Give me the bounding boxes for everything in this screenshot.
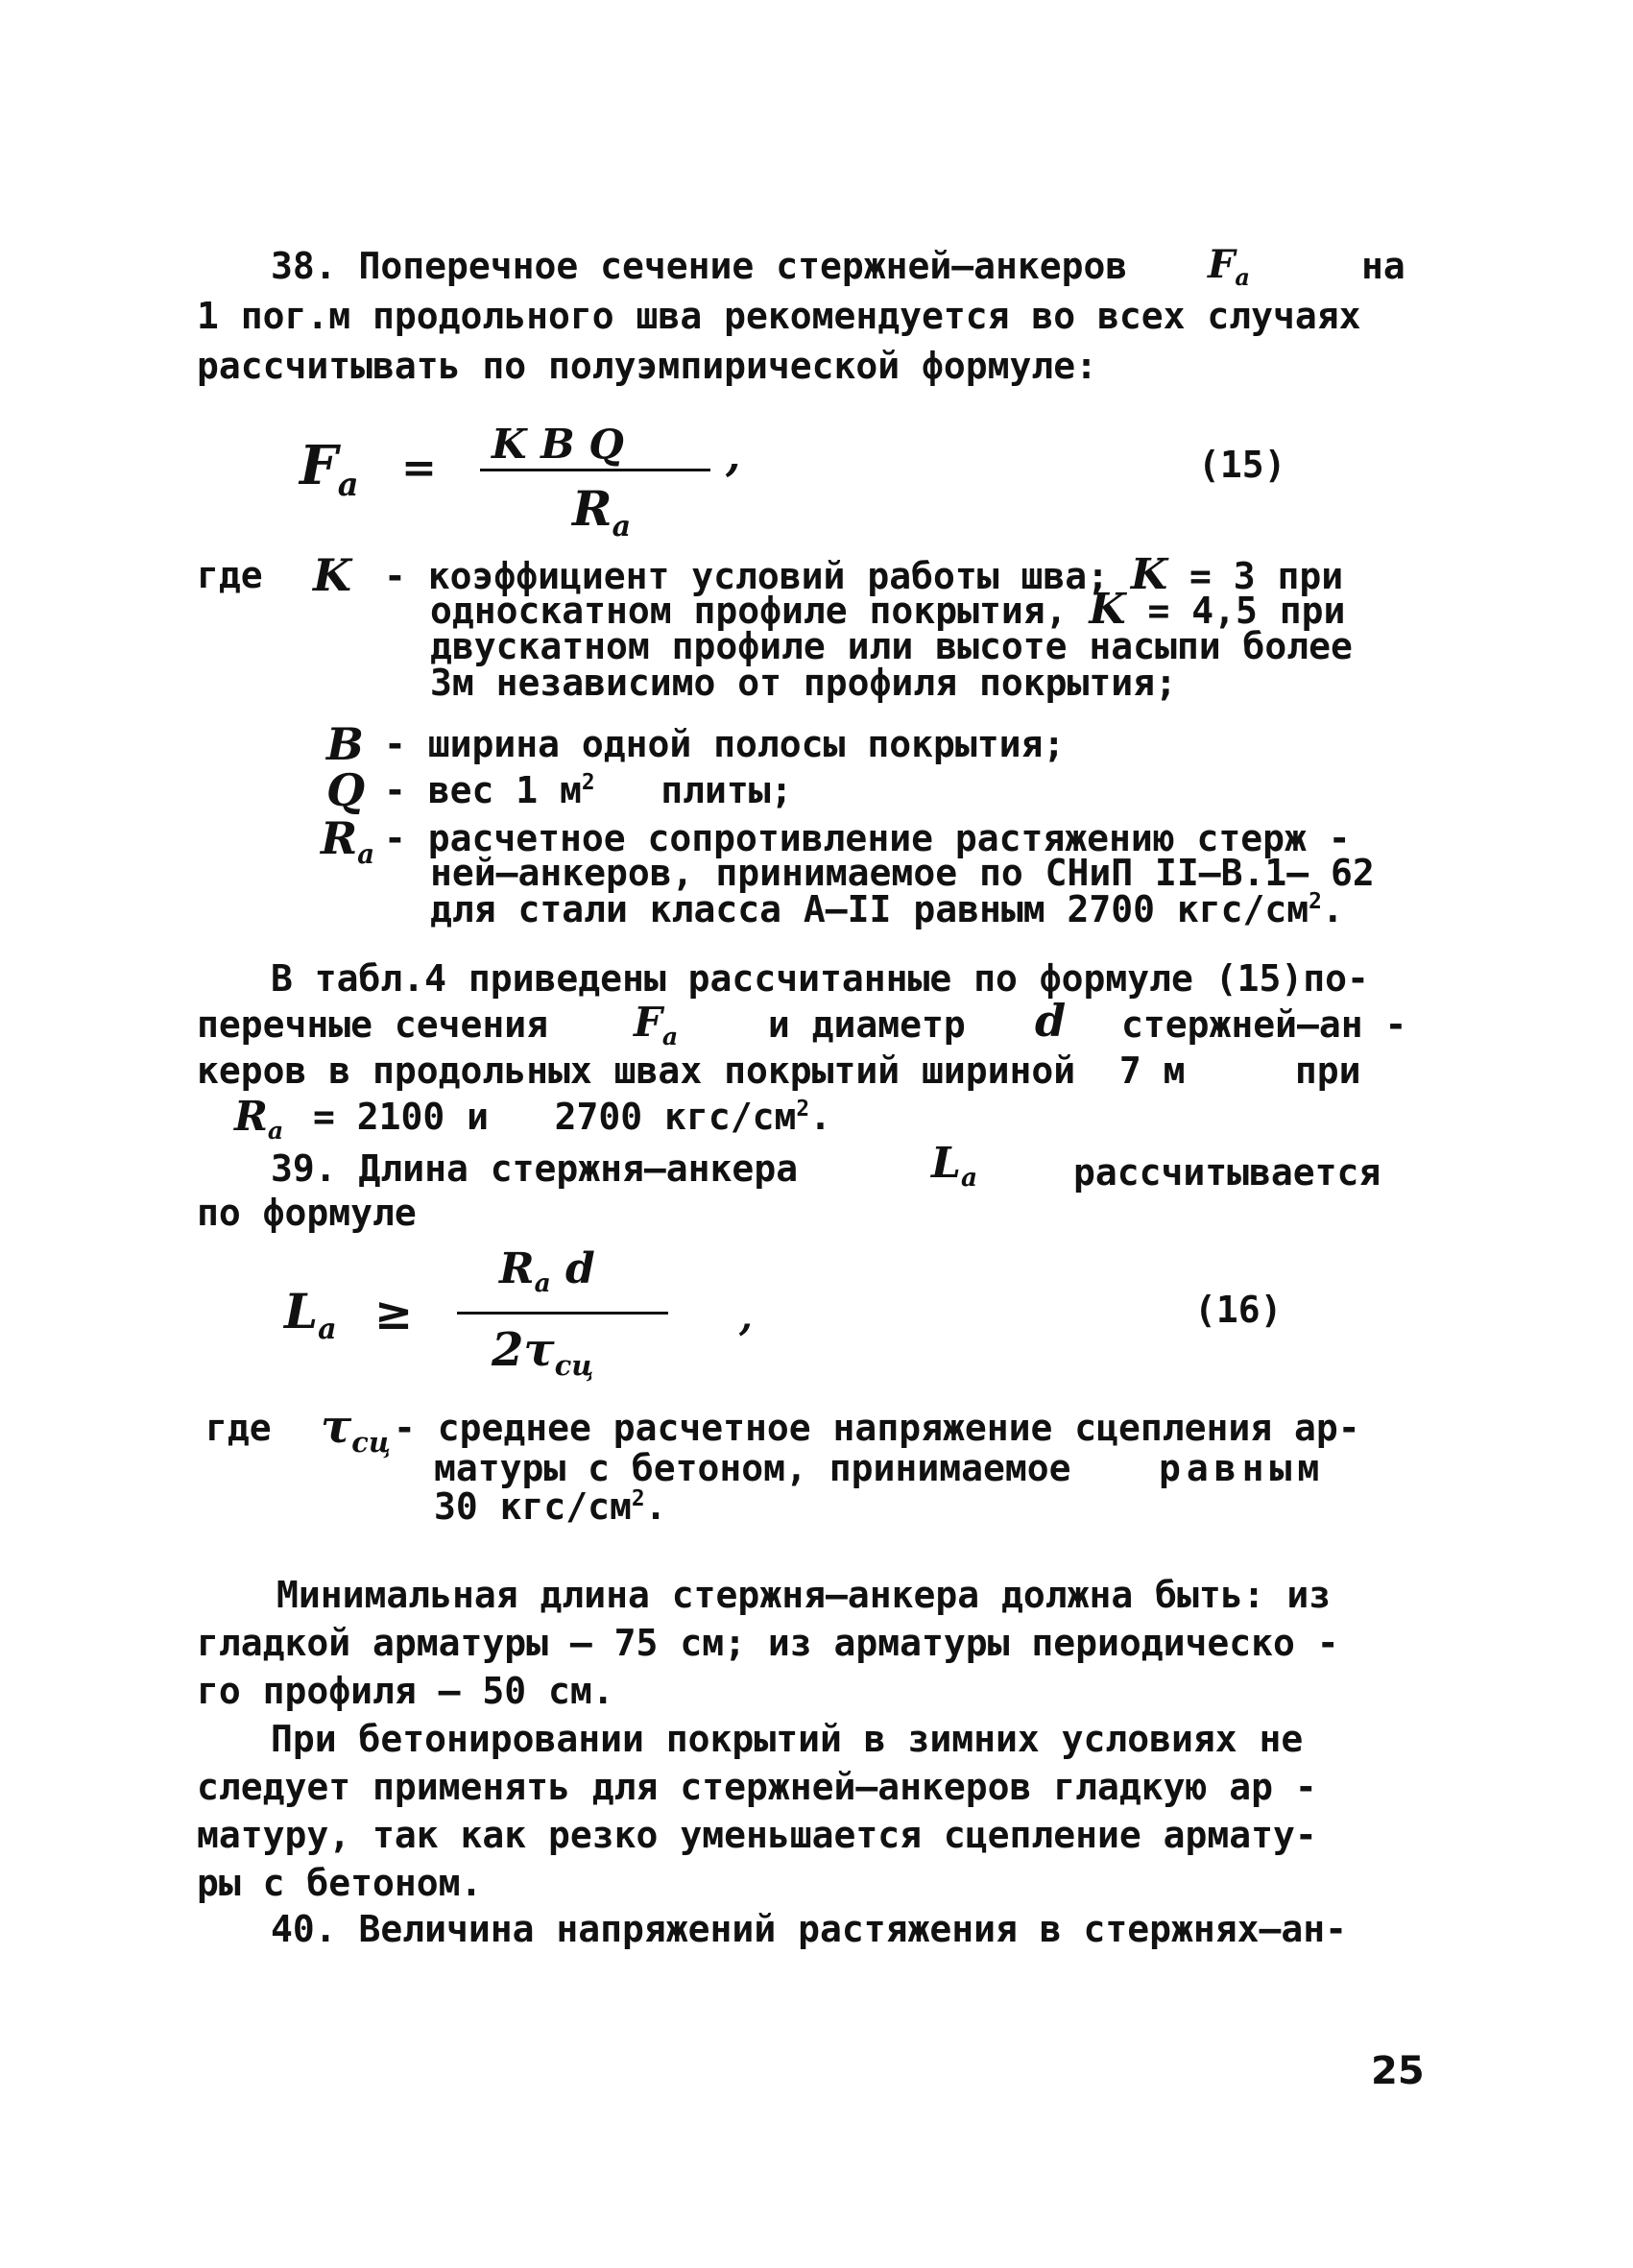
formula16-relation: ≥ xyxy=(374,1287,414,1340)
p39-line-1-end: рассчитывается xyxy=(1073,1151,1381,1194)
where15-gde: где xyxy=(197,554,263,596)
p38-line-1 xyxy=(271,246,1127,286)
formula15-lhs: $F_a$ xyxy=(300,434,359,503)
where15-K-line-4: 3м независимо от профиля покрытия; xyxy=(430,662,1177,704)
formula15-denominator: $R_a$ xyxy=(572,480,632,543)
tau-symbol: $\tau_{сц}$ xyxy=(321,1400,391,1460)
Fa-inline: $F_a$ xyxy=(634,999,679,1050)
where15-R-line-2: ней–анкеров, принимаемое по СНиП II–В.1– 62 xyxy=(430,852,1375,894)
Q-symbol: Q xyxy=(326,764,366,816)
min-line-1: Минимальная длина стержня–анкера должна быть: из xyxy=(276,1574,1332,1616)
tabl-line-2-end: стержней–ан - xyxy=(1121,1003,1407,1046)
formula16-denominator: $2\tau_{сц}$ xyxy=(492,1323,594,1383)
tabl-line-4: = 2100 и 2700 кгс/$см^2$. xyxy=(313,1096,831,1138)
where15-K-line-3: двускатном профиле или высоте насыпи более xyxy=(430,625,1353,667)
tabl-line-1: В табл.4 приведены рассчитанные по формуле (15)по- xyxy=(271,957,1369,1000)
tabl-line-2: перечные сечения и диаметр xyxy=(197,1003,966,1046)
where15-Q-text: - вес 1 $м^2$ плиты; xyxy=(384,769,793,811)
formula15-equals: = xyxy=(401,444,437,493)
where15-R-line-3: для стали класса А–II равным 2700 кгс/$см^2$. xyxy=(430,888,1344,930)
where15-R-line-1: - расчетное сопротивление растяжению стерж - xyxy=(384,817,1351,859)
p39-line-1: 39. Длина стержня–анкера xyxy=(271,1147,799,1190)
p38-na: на xyxy=(1361,245,1405,287)
p40-line-1: 40. Величина напряжений растяжения в стержнях–ан- xyxy=(271,1908,1348,1950)
Ra-inline: $R_a$ xyxy=(234,1093,284,1145)
winter-line-3: матуру, так как резко уменьшается сцепление армату- xyxy=(197,1814,1317,1856)
B-symbol: B xyxy=(326,718,364,770)
formula15-fraction-bar xyxy=(480,469,710,471)
Fa-symbol: $F_a$ xyxy=(1208,242,1250,292)
K-inline-1: K xyxy=(1130,550,1168,599)
formula15-comma: , xyxy=(726,432,741,481)
where15-B-text: - ширина одной полосы покрытия; xyxy=(384,723,1066,765)
formula16-comma: , xyxy=(739,1294,753,1339)
formula16-lhs: $L_a$ xyxy=(284,1283,337,1346)
winter-line-1: При бетонировании покрытий в зимних условиях не xyxy=(271,1718,1304,1760)
K-symbol: K xyxy=(313,549,351,601)
formula16-number: (16) xyxy=(1194,1289,1283,1331)
where16-line-3: 30 кгс/$см^2$. xyxy=(434,1485,667,1528)
K-inline-2: K xyxy=(1089,585,1126,634)
where16-line-1: - среднее расчетное напряжение сцепления ар- xyxy=(394,1407,1360,1449)
La-symbol: $L_a$ xyxy=(931,1139,978,1194)
Ra-symbol: $R_a$ xyxy=(321,812,375,870)
where15-K-line-2: односкатном профиле покрытия, K = 4,5 при xyxy=(430,585,1346,634)
formula16-numerator: $R_a$ d xyxy=(499,1244,595,1299)
formula15-numerator: K B Q xyxy=(492,421,624,468)
p39-line-2: по формуле xyxy=(197,1192,417,1234)
min-line-3: го профиля – 50 см. xyxy=(197,1670,614,1712)
where15-K-line-1: - коэффициент условий работы шва; K = 3 при xyxy=(384,550,1344,599)
where16-gde: где xyxy=(205,1407,272,1449)
winter-line-4: ры с бетоном. xyxy=(197,1862,483,1904)
where16-line-2: матуры с бетоном, принимаемое равным xyxy=(434,1447,1326,1489)
p38-line-3: рассчитывать по полуэмпирической формуле: xyxy=(197,345,1097,387)
tabl-line-3: керов в продольных швах покрытий шириной 7 м при xyxy=(197,1050,1361,1092)
p38-line-2: 1 пог.м продольного шва рекомендуется во всех случаях xyxy=(197,295,1361,337)
d-symbol: d xyxy=(1035,995,1067,1047)
formula16-fraction-bar xyxy=(457,1312,668,1315)
page-number: 25 xyxy=(1371,2049,1425,2093)
formula15-number: (15) xyxy=(1198,444,1286,486)
winter-line-2: следует применять для стержней–анкеров гладкую ар - xyxy=(197,1766,1317,1808)
min-line-2: гладкой арматуры – 75 см; из арматуры периодическо - xyxy=(197,1622,1339,1664)
p38-text: 38. Поперечное сечение стержней–анкеров xyxy=(271,245,1128,287)
